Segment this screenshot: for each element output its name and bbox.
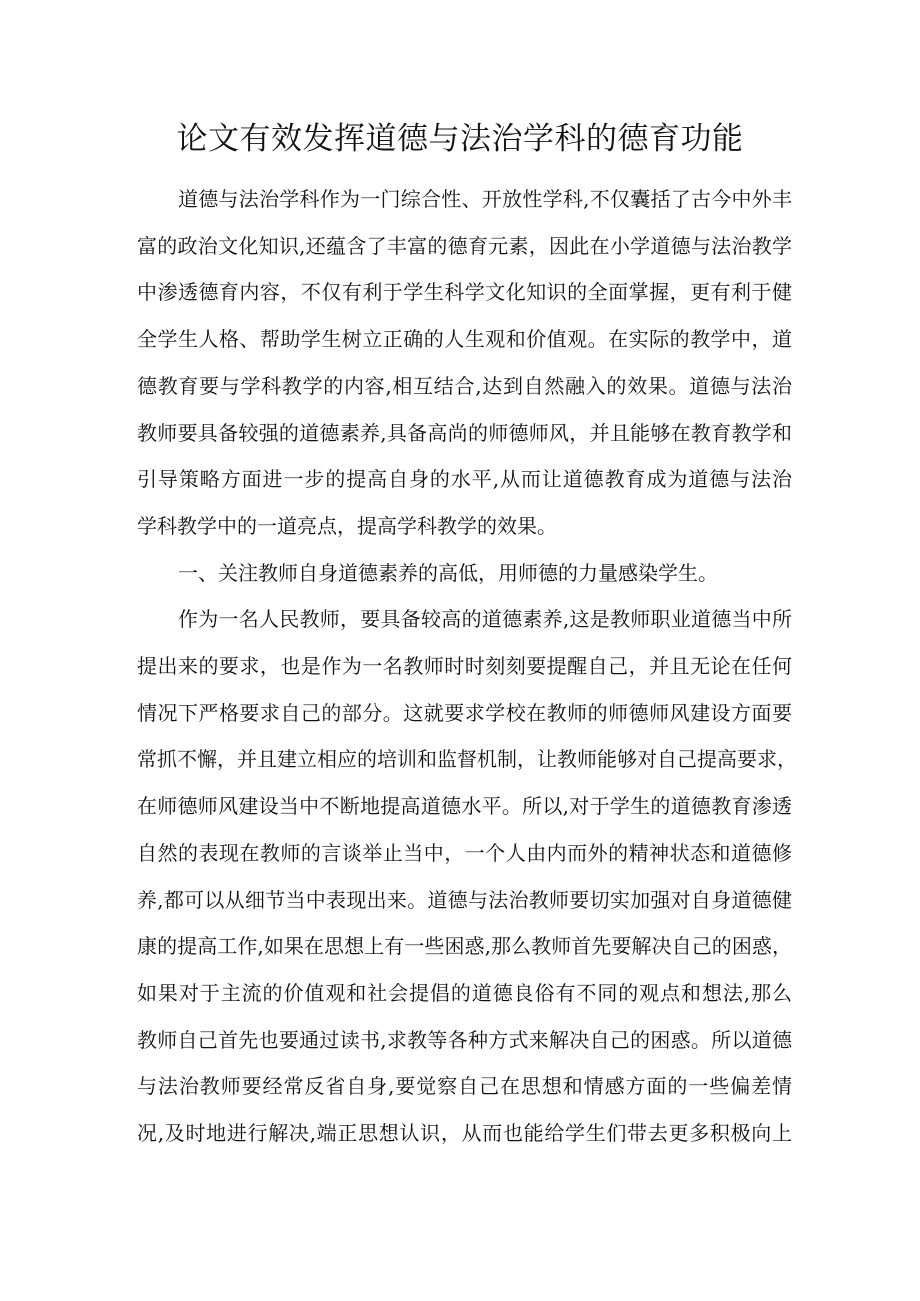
paragraph-3-line-10: 教师自己首先也要通过读书,求教等各种方式来解决自己的困惑。所以道德	[137, 1027, 792, 1052]
paragraph-1-line-4: 全学生人格、帮助学生树立正确的人生观和价值观。在实际的教学中，道	[137, 327, 792, 352]
paragraph-1-line-6: 教师要具备较强的道德素养,具备高尚的师德师风，并且能够在教育教学和	[137, 420, 792, 445]
paragraph-3-line-6: 自然的表现在教师的言谈举止当中，一个人由内而外的精神状态和道德修	[137, 840, 792, 865]
paragraph-2-line-1: 一、关注教师自身道德素养的高低，用师德的力量感染学生。	[178, 560, 718, 585]
paragraph-1-line-2: 富的政治文化知识,还蕴含了丰富的德育元素，因此在小学道德与法治教学	[137, 233, 792, 258]
paragraph-3-line-5: 在师德师风建设当中不断地提高道德水平。所以,对于学生的道德教育渗透	[137, 794, 792, 819]
paragraph-3-line-11: 与法治教师要经常反省自身,要觉察自己在思想和情感方面的一些偏差情	[137, 1074, 792, 1099]
paragraph-1-line-5: 德教育要与学科教学的内容,相互结合,达到自然融入的效果。道德与法治	[137, 373, 792, 398]
paragraph-1-line-8: 学科教学中的一道亮点，提高学科教学的效果。	[137, 513, 557, 538]
paragraph-3-line-1: 作为一名人民教师，要具备较高的道德素养,这是教师职业道德当中所	[178, 607, 792, 632]
paragraph-3-line-2: 提出来的要求，也是作为一名教师时时刻刻要提醒自己，并且无论在任何	[137, 654, 792, 678]
paragraph-3-line-8: 康的提高工作,如果在思想上有一些困惑,那么教师首先要解决自己的困惑，	[137, 934, 792, 959]
paragraph-1-line-1: 道德与法治学科作为一门综合性、开放性学科,不仅囊括了古今中外丰	[178, 187, 792, 211]
paragraph-3-line-3: 情况下严格要求自己的部分。这就要求学校在教师的师德师风建设方面要	[137, 700, 792, 725]
paragraph-3-line-4: 常抓不懈，并且建立相应的培训和监督机制，让教师能够对自己提高要求，	[137, 747, 797, 772]
document-title: 论文有效发挥道德与法治学科的德育功能	[176, 121, 744, 157]
paragraph-1-line-7: 引导策略方面进一步的提高自身的水平,从而让道德教育成为道德与法治	[137, 467, 792, 492]
paragraph-1-line-3: 中渗透德育内容，不仅有利于学生科学文化知识的全面掌握，更有利于健	[137, 280, 792, 305]
paragraph-3-line-9: 如果对于主流的价值观和社会提倡的道德良俗有不同的观点和想法,那么	[137, 980, 792, 1005]
paragraph-3-line-12: 况,及时地进行解决,端正思想认识，从而也能给学生们带去更多积极向上	[137, 1121, 792, 1145]
paragraph-3-line-7: 养,都可以从细节当中表现出来。道德与法治教师要切实加强对自身道德健	[137, 887, 792, 912]
